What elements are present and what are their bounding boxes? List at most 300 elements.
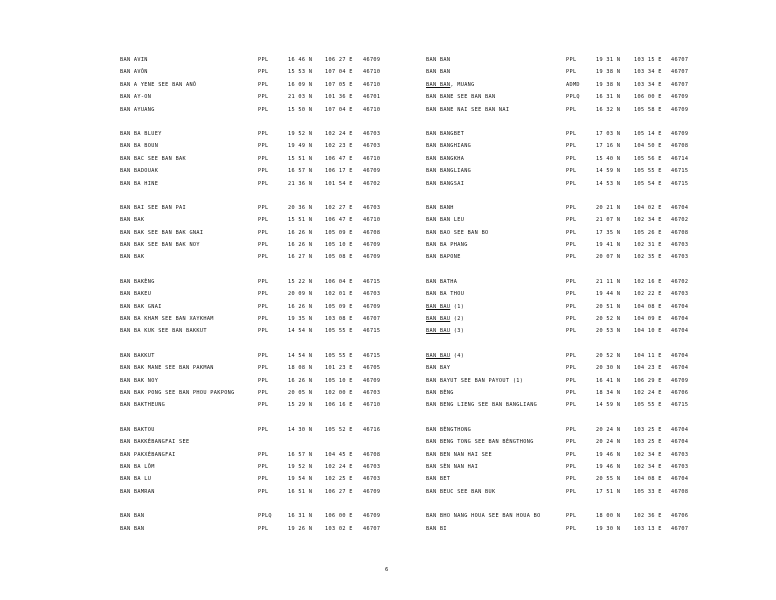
sheet-number: 46704 bbox=[671, 476, 689, 483]
sheet-number: 46707 bbox=[671, 57, 689, 63]
feature-type: PPL bbox=[566, 69, 577, 76]
latitude: 19 41 N bbox=[596, 242, 621, 249]
longitude: 106 00 E bbox=[325, 513, 353, 520]
feature-type: PPL bbox=[258, 525, 269, 532]
place-name: BAN BAK SEE BAN BAK GNAI bbox=[120, 229, 204, 236]
feature-type: PPL bbox=[566, 242, 577, 249]
gazetteer-row bbox=[120, 436, 390, 448]
feature-type: PPL bbox=[258, 217, 269, 224]
place-name: BAN BANGBET bbox=[426, 130, 465, 137]
gazetteer-row bbox=[120, 54, 390, 66]
left-column bbox=[120, 54, 390, 547]
place-name: BAN BAN, MUANG bbox=[426, 81, 475, 88]
gazetteer-row bbox=[426, 251, 694, 263]
place-name: BAN BAMRAN bbox=[120, 488, 155, 495]
gazetteer-row bbox=[120, 461, 390, 473]
longitude: 106 16 E bbox=[325, 402, 353, 409]
feature-type: PPL bbox=[566, 463, 577, 470]
sheet-number: 46709 bbox=[671, 377, 689, 384]
gazetteer-row bbox=[426, 91, 694, 103]
longitude: 101 23 E bbox=[325, 365, 353, 372]
latitude: 17 35 N bbox=[596, 229, 621, 236]
latitude: 14 53 N bbox=[596, 180, 621, 187]
gazetteer-row bbox=[426, 436, 694, 448]
entry-group bbox=[426, 128, 694, 190]
gazetteer-row bbox=[120, 449, 390, 461]
sheet-number: 46709 bbox=[363, 254, 381, 261]
place-name: BAN BAU (4) bbox=[426, 352, 465, 359]
sheet-number: 46704 bbox=[671, 316, 689, 323]
place-name: BAN BAY bbox=[426, 365, 451, 372]
gazetteer-row bbox=[426, 79, 694, 91]
longitude: 103 13 E bbox=[634, 525, 662, 532]
latitude: 20 55 N bbox=[596, 476, 621, 483]
longitude: 104 11 E bbox=[634, 352, 662, 359]
latitude: 20 52 N bbox=[596, 316, 621, 323]
feature-type: PPL bbox=[258, 81, 269, 88]
sheet-number: 46709 bbox=[363, 488, 381, 495]
place-name: BAN BANH bbox=[426, 204, 454, 211]
sheet-number: 46709 bbox=[363, 57, 381, 63]
latitude: 16 32 N bbox=[596, 106, 621, 113]
sheet-number: 46710 bbox=[363, 69, 381, 76]
gazetteer-row bbox=[426, 239, 694, 251]
latitude: 21 36 N bbox=[288, 180, 313, 187]
latitude: 19 52 N bbox=[288, 463, 313, 470]
latitude: 20 53 N bbox=[596, 328, 621, 335]
place-name: BAN BAK bbox=[120, 217, 145, 224]
gazetteer-row bbox=[426, 66, 694, 78]
sheet-number: 46703 bbox=[671, 451, 689, 458]
sheet-number: 46709 bbox=[363, 377, 381, 384]
place-name: BAN BAN bbox=[426, 69, 451, 76]
place-name: BAN BAKTHEUNG bbox=[120, 402, 166, 409]
gazetteer-row bbox=[426, 227, 694, 239]
latitude: 20 09 N bbox=[288, 291, 313, 298]
entry-group bbox=[120, 350, 390, 412]
gazetteer-row bbox=[426, 165, 694, 177]
sheet-number: 46710 bbox=[363, 106, 381, 113]
longitude: 104 09 E bbox=[634, 316, 662, 323]
longitude: 105 56 E bbox=[634, 155, 662, 162]
latitude: 14 59 N bbox=[596, 402, 621, 409]
place-name: BAN BAKEU bbox=[120, 291, 152, 298]
gazetteer-row bbox=[120, 91, 390, 103]
sheet-number: 46715 bbox=[671, 402, 689, 409]
sheet-number: 46704 bbox=[671, 328, 689, 335]
latitude: 20 52 N bbox=[596, 352, 621, 359]
place-name: BAN BÈNGTHONG bbox=[426, 426, 472, 433]
entry-group bbox=[120, 202, 390, 264]
place-name: BAN BANGLIANG bbox=[426, 168, 472, 175]
gazetteer-row bbox=[426, 276, 694, 288]
feature-type: PPL bbox=[566, 316, 577, 323]
latitude: 19 31 N bbox=[596, 57, 621, 63]
right-column bbox=[426, 54, 694, 547]
feature-type: PPL bbox=[566, 389, 577, 396]
gazetteer-row bbox=[120, 325, 390, 337]
latitude: 17 16 N bbox=[596, 143, 621, 150]
latitude: 19 26 N bbox=[288, 525, 313, 532]
sheet-number: 46703 bbox=[671, 463, 689, 470]
sheet-number: 46709 bbox=[363, 513, 381, 520]
entry-group bbox=[120, 128, 390, 190]
feature-type: PPL bbox=[566, 204, 577, 211]
longitude: 102 23 E bbox=[325, 143, 353, 150]
sheet-number: 46710 bbox=[363, 402, 381, 409]
gazetteer-row bbox=[426, 313, 694, 325]
longitude: 105 52 E bbox=[325, 426, 353, 433]
latitude: 16 26 N bbox=[288, 229, 313, 236]
place-name: BAN BEUC SEE BAN BUK bbox=[426, 488, 496, 495]
feature-type: PPL bbox=[258, 426, 269, 433]
sheet-number: 46702 bbox=[671, 278, 689, 285]
sheet-number: 46707 bbox=[363, 316, 381, 323]
sheet-number: 46707 bbox=[671, 69, 689, 76]
latitude: 15 40 N bbox=[596, 155, 621, 162]
place-name: BAN BA LU bbox=[120, 476, 152, 483]
longitude: 107 04 E bbox=[325, 69, 353, 76]
place-name: BAN BHO NANG HOUA SEE BAN HOUA BO bbox=[426, 513, 541, 520]
gazetteer-row bbox=[120, 510, 390, 522]
sheet-number: 46708 bbox=[671, 229, 689, 236]
latitude: 15 53 N bbox=[288, 69, 313, 76]
latitude: 21 11 N bbox=[596, 278, 621, 285]
gazetteer-row bbox=[120, 202, 390, 214]
place-name: BAN BA THOU bbox=[426, 291, 465, 298]
place-name: BAN BAK GNAI bbox=[120, 303, 162, 310]
feature-type: PPL bbox=[258, 94, 269, 101]
gazetteer-row bbox=[426, 54, 694, 66]
gazetteer-row bbox=[426, 486, 694, 498]
gazetteer-row bbox=[120, 66, 390, 78]
gazetteer-row bbox=[426, 214, 694, 226]
gazetteer-row bbox=[120, 128, 390, 140]
longitude: 105 10 E bbox=[325, 377, 353, 384]
sheet-number: 46704 bbox=[671, 204, 689, 211]
feature-type: PPL bbox=[566, 328, 577, 335]
place-name: BAN BANGKHA bbox=[426, 155, 465, 162]
sheet-number: 46702 bbox=[363, 180, 381, 187]
place-name: BAN AYUANG bbox=[120, 106, 155, 113]
sheet-number: 46703 bbox=[363, 130, 381, 137]
place-name: BAN BANE SEE BAN BAN bbox=[426, 94, 496, 101]
feature-type: PPL bbox=[258, 328, 269, 335]
place-name: BAN BENG LIENG SEE BAN BANGLIANG bbox=[426, 402, 538, 409]
sheet-number: 46703 bbox=[363, 204, 381, 211]
feature-type: PPL bbox=[566, 451, 577, 458]
latitude: 16 31 N bbox=[596, 94, 621, 101]
place-name: BAN BAK PONG SEE BAN PHOU PAKPONG bbox=[120, 389, 235, 396]
longitude: 101 36 E bbox=[325, 94, 353, 101]
sheet-number: 46709 bbox=[363, 303, 381, 310]
longitude: 105 54 E bbox=[634, 180, 662, 187]
sheet-number: 46715 bbox=[363, 278, 381, 285]
place-name: BAN BANGHIANG bbox=[426, 143, 472, 150]
place-name: BAN BANE NAI SEE BAN NAI bbox=[426, 106, 510, 113]
gazetteer-row bbox=[120, 276, 390, 288]
gazetteer-row bbox=[426, 178, 694, 190]
feature-type: PPL bbox=[258, 476, 269, 483]
longitude: 104 10 E bbox=[634, 328, 662, 335]
feature-type: PPL bbox=[258, 303, 269, 310]
sheet-number: 46709 bbox=[671, 106, 689, 113]
latitude: 20 51 N bbox=[596, 303, 621, 310]
sheet-number: 46703 bbox=[671, 242, 689, 249]
latitude: 16 46 N bbox=[288, 57, 313, 63]
latitude: 20 24 N bbox=[596, 426, 621, 433]
gazetteer-row bbox=[120, 387, 390, 399]
sheet-number: 46709 bbox=[671, 94, 689, 101]
latitude: 16 09 N bbox=[288, 81, 313, 88]
feature-type: PPL bbox=[566, 426, 577, 433]
sheet-number: 46703 bbox=[363, 143, 381, 150]
place-name: BAN A YENE SEE BAN ANÔ bbox=[120, 81, 197, 88]
gazetteer-row bbox=[426, 424, 694, 436]
feature-type: PPL bbox=[566, 303, 577, 310]
latitude: 16 31 N bbox=[288, 513, 313, 520]
place-name: BAN BAN bbox=[426, 57, 451, 63]
latitude: 19 52 N bbox=[288, 130, 313, 137]
longitude: 105 55 E bbox=[325, 352, 353, 359]
latitude: 19 54 N bbox=[288, 476, 313, 483]
place-name: BAN BAK NOY bbox=[120, 377, 159, 384]
latitude: 16 57 N bbox=[288, 168, 313, 175]
longitude: 106 00 E bbox=[634, 94, 662, 101]
feature-type: PPL bbox=[566, 377, 577, 384]
longitude: 105 58 E bbox=[634, 106, 662, 113]
sheet-number: 46710 bbox=[363, 155, 381, 162]
longitude: 103 08 E bbox=[325, 316, 353, 323]
longitude: 103 02 E bbox=[325, 525, 353, 532]
entry-group bbox=[426, 202, 694, 264]
sheet-number: 46704 bbox=[671, 303, 689, 310]
place-name: BAN AVIN bbox=[120, 57, 148, 63]
place-name: BAN BA BLUEY bbox=[120, 130, 162, 137]
place-name: BAN BAYUT SEE BAN PAYOUT (1) bbox=[426, 377, 524, 384]
longitude: 102 36 E bbox=[634, 513, 662, 520]
latitude: 20 21 N bbox=[596, 204, 621, 211]
longitude: 106 27 E bbox=[325, 57, 353, 63]
place-name: BAN BÈNG bbox=[426, 389, 454, 396]
latitude: 16 57 N bbox=[288, 451, 313, 458]
longitude: 106 47 E bbox=[325, 155, 353, 162]
sheet-number: 46708 bbox=[363, 451, 381, 458]
sheet-number: 46703 bbox=[363, 476, 381, 483]
entry-group bbox=[426, 276, 694, 338]
latitude: 18 00 N bbox=[596, 513, 621, 520]
sheet-number: 46715 bbox=[363, 328, 381, 335]
sheet-number: 46706 bbox=[671, 513, 689, 520]
longitude: 102 00 E bbox=[325, 389, 353, 396]
longitude: 105 55 E bbox=[634, 168, 662, 175]
place-name: BAN BAO SEE BAN BO bbox=[426, 229, 489, 236]
longitude: 105 55 E bbox=[325, 328, 353, 335]
latitude: 19 46 N bbox=[596, 451, 621, 458]
latitude: 16 26 N bbox=[288, 303, 313, 310]
feature-type: PPL bbox=[566, 291, 577, 298]
place-name: BAN BAU (1) bbox=[426, 303, 465, 310]
sheet-number: 46715 bbox=[671, 168, 689, 175]
feature-type: PPL bbox=[566, 488, 577, 495]
sheet-number: 46715 bbox=[363, 352, 381, 359]
longitude: 102 16 E bbox=[634, 278, 662, 285]
feature-type: PPL bbox=[566, 476, 577, 483]
latitude: 20 07 N bbox=[596, 254, 621, 261]
latitude: 14 54 N bbox=[288, 352, 313, 359]
feature-type: PPL bbox=[258, 365, 269, 372]
longitude: 102 34 E bbox=[634, 463, 662, 470]
latitude: 16 26 N bbox=[288, 242, 313, 249]
feature-type: ADMD bbox=[566, 81, 580, 88]
place-name: BAN BENG TONG SEE BAN BÈNGTHONG bbox=[426, 439, 534, 446]
gazetteer-row bbox=[426, 202, 694, 214]
entry-group bbox=[120, 424, 390, 498]
feature-type: PPL bbox=[258, 278, 269, 285]
gazetteer-row bbox=[426, 301, 694, 313]
feature-type: PPL bbox=[566, 168, 577, 175]
gazetteer-row bbox=[120, 424, 390, 436]
gazetteer-row bbox=[120, 227, 390, 239]
longitude: 102 25 E bbox=[325, 476, 353, 483]
longitude: 103 25 E bbox=[634, 426, 662, 433]
gazetteer-row bbox=[426, 449, 694, 461]
sheet-number: 46708 bbox=[363, 229, 381, 236]
place-name: BAN BI bbox=[426, 525, 447, 532]
gazetteer-row bbox=[120, 104, 390, 116]
place-name: BAN BANGSAI bbox=[426, 180, 465, 187]
feature-type: PPL bbox=[258, 106, 269, 113]
sheet-number: 46707 bbox=[671, 525, 689, 532]
feature-type: PPL bbox=[258, 463, 269, 470]
feature-type: PPL bbox=[566, 130, 577, 137]
feature-type: PPL bbox=[258, 389, 269, 396]
longitude: 102 27 E bbox=[325, 204, 353, 211]
place-name: BAN AY-ON bbox=[120, 94, 152, 101]
latitude: 16 26 N bbox=[288, 377, 313, 384]
place-name: BAN BATHA bbox=[426, 278, 458, 285]
feature-type: PPL bbox=[258, 168, 269, 175]
gazetteer-row bbox=[120, 301, 390, 313]
feature-type: PPL bbox=[258, 352, 269, 359]
entry-group bbox=[120, 54, 390, 116]
place-name: BAN BADOUAK bbox=[120, 168, 159, 175]
longitude: 103 25 E bbox=[634, 439, 662, 446]
gazetteer-row bbox=[426, 140, 694, 152]
feature-type: PPL bbox=[258, 451, 269, 458]
gazetteer-row bbox=[120, 486, 390, 498]
place-name: BAN BET bbox=[426, 476, 451, 483]
gazetteer-row bbox=[120, 288, 390, 300]
longitude: 102 22 E bbox=[634, 291, 662, 298]
place-name: BAN BAKKUT bbox=[120, 352, 155, 359]
feature-type: PPL bbox=[566, 217, 577, 224]
place-name: BAN PAKXÈBANGFAI bbox=[120, 451, 176, 458]
feature-type: PPL bbox=[258, 254, 269, 261]
gazetteer-row bbox=[120, 79, 390, 91]
longitude: 101 54 E bbox=[325, 180, 353, 187]
sheet-number: 46708 bbox=[671, 143, 689, 150]
sheet-number: 46716 bbox=[363, 426, 381, 433]
latitude: 19 38 N bbox=[596, 69, 621, 76]
sheet-number: 46708 bbox=[671, 488, 689, 495]
sheet-number: 46714 bbox=[671, 155, 689, 162]
latitude: 19 30 N bbox=[596, 525, 621, 532]
gazetteer-row bbox=[120, 473, 390, 485]
place-name: BAN BEN NAN HAI SEE bbox=[426, 451, 492, 458]
place-name: BAN BA PHANG bbox=[426, 242, 468, 249]
place-name: BAN BA BOUN bbox=[120, 143, 159, 150]
feature-type: PPL bbox=[566, 229, 577, 236]
longitude: 104 08 E bbox=[634, 303, 662, 310]
gazetteer-row bbox=[426, 362, 694, 374]
feature-type: PPL bbox=[566, 513, 577, 520]
feature-type: PPL bbox=[566, 254, 577, 261]
place-name: BAN BA KUK SEE BAN BAKKUT bbox=[120, 328, 207, 335]
latitude: 19 49 N bbox=[288, 143, 313, 150]
place-name: BAN BAI SEE BAN PAI bbox=[120, 204, 186, 211]
feature-type: PPL bbox=[258, 488, 269, 495]
feature-type: PPL bbox=[258, 291, 269, 298]
feature-type: PPL bbox=[566, 402, 577, 409]
latitude: 14 54 N bbox=[288, 328, 313, 335]
longitude: 107 05 E bbox=[325, 81, 353, 88]
feature-type: PPL bbox=[258, 204, 269, 211]
place-name: BAN BA KHAM SEE BAN XAYKHAM bbox=[120, 316, 214, 323]
longitude: 104 23 E bbox=[634, 365, 662, 372]
place-name: BAN BAPONE bbox=[426, 254, 461, 261]
place-name: BAN BAN bbox=[120, 513, 145, 520]
sheet-number: 46703 bbox=[363, 389, 381, 396]
feature-type: PPL bbox=[258, 69, 269, 76]
gazetteer-row bbox=[120, 362, 390, 374]
gazetteer-row bbox=[426, 387, 694, 399]
entry-group bbox=[120, 276, 390, 338]
longitude: 104 02 E bbox=[634, 204, 662, 211]
place-name: BAN BAKTOU bbox=[120, 426, 155, 433]
gazetteer-row bbox=[120, 350, 390, 362]
gazetteer-row bbox=[120, 140, 390, 152]
sheet-number: 46704 bbox=[671, 426, 689, 433]
sheet-number: 46704 bbox=[671, 439, 689, 446]
longitude: 106 04 E bbox=[325, 278, 353, 285]
place-name: BAN BAK SEE BAN BAK NOY bbox=[120, 242, 200, 249]
longitude: 102 34 E bbox=[634, 451, 662, 458]
gazetteer-row bbox=[426, 288, 694, 300]
longitude: 104 08 E bbox=[634, 476, 662, 483]
latitude: 19 38 N bbox=[596, 81, 621, 88]
longitude: 105 08 E bbox=[325, 254, 353, 261]
gazetteer-row bbox=[120, 523, 390, 535]
latitude: 16 51 N bbox=[288, 488, 313, 495]
latitude: 15 51 N bbox=[288, 217, 313, 224]
latitude: 14 30 N bbox=[288, 426, 313, 433]
latitude: 20 30 N bbox=[596, 365, 621, 372]
latitude: 18 34 N bbox=[596, 389, 621, 396]
longitude: 107 04 E bbox=[325, 106, 353, 113]
place-name: BAN AVÔN bbox=[120, 69, 148, 76]
sheet-number: 46710 bbox=[363, 217, 381, 224]
longitude: 102 35 E bbox=[634, 254, 662, 261]
latitude: 19 46 N bbox=[596, 463, 621, 470]
gazetteer-row bbox=[120, 251, 390, 263]
latitude: 18 08 N bbox=[288, 365, 313, 372]
feature-type: PPLQ bbox=[566, 94, 580, 101]
sheet-number: 46703 bbox=[671, 291, 689, 298]
sheet-number: 46701 bbox=[363, 94, 381, 101]
feature-type: PPL bbox=[566, 439, 577, 446]
sheet-number: 46704 bbox=[671, 352, 689, 359]
